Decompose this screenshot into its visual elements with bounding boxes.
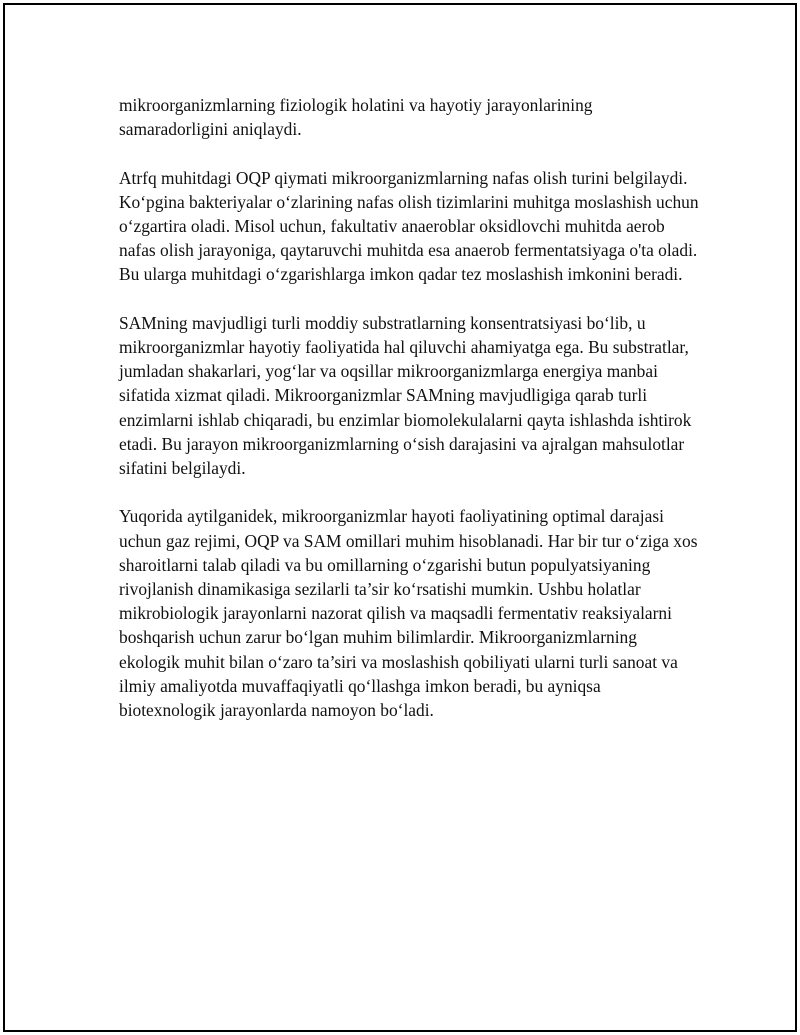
paragraph-4: Yuqorida aytilganidek, mikroorganizmlar hayoti faoliyatining optimal darajasi uchun gaz rejimi, OQP va SAM omillari muhim hisoblanadi. Har bir tur o‘ziga xos sharoitlarni talab qiladi va bu omillarning o‘zgarishi butun populyatsiyaning rivojlanish dinamikasiga sezilarli ta’sir ko‘rsatishi mumkin. Ushbu holatlar mikrobiologik jarayonlarni nazorat qilish va maqsadli fermentativ reaksiyalarni boshqarish uchun zarur bo‘lgan muhim bilimlardir. Mikroorganizmlarning ekologik muhit bilan o‘zaro ta’siri va moslashish qobiliyati ularni turli sanoat va ilmiy amaliyotda muvaffaqiyatli qo‘llashga imkon beradi, bu ayniqsa biotexnologik jarayonlarda namoyon bo‘ladi. <box>119 506 698 721</box>
document-page <box>3 3 797 1032</box>
document-body <box>119 93 699 722</box>
paragraph-1: mikroorganizmlarning fiziologik holatini va hayotiy jarayonlarining samaradorligini aniqlaydi. <box>119 95 593 140</box>
paragraph-2: Atrfq muhitdagi OQP qiymati mikroorganizmlarning nafas olish turini belgilaydi. Ko‘pgina bakteriyalar o‘zlarining nafas olish tizimlarini muhitga moslashish uchun o‘zgartira oladi. Misol uchun, fakultativ anaeroblar oksidlovchi muhitda aerob nafas olish jarayoniga, qaytaruvchi muhitda esa anaerob fermentatsiyaga o'ta oladi. Bu ularga muhitdagi o‘zgarishlarga imkon qadar tez moslashish imkonini beradi. <box>119 167 699 285</box>
paragraph-3: SAMning mavjudligi turli moddiy substratlarning konsentratsiyasi bo‘lib, u mikroorganizmlar hayotiy faoliyatida hal qiluvchi ahamiyatga ega. Bu substratlar, jumladan shakarlari, yog‘lar va oqsillar mikroorganizmlarga energiya manbai sifatida xizmat qiladi. Mikroorganizmlar SAMning mavjudligiga qarab turli enzimlarni ishlab chiqaradi, bu enzimlar biomolekulalarni qayta ishlashda ishtirok etadi. Bu jarayon mikroorganizmlarning o‘sish darajasini va ajralgan mahsulotlar sifatini belgilaydi. <box>119 312 692 479</box>
